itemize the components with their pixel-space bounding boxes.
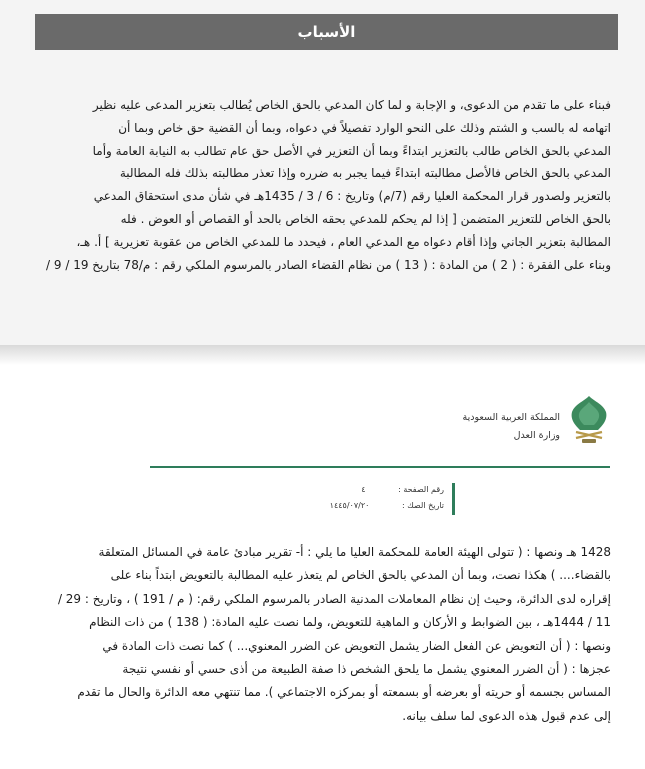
page-number-value: ٤	[361, 485, 366, 494]
paragraph-line: 11 / 1444هـ ، بين الضوابط و الأركان و الماهية للتعويض، ولما نصت عليه المادة: ( 138 ) من ذات النظام	[89, 615, 611, 630]
paragraph-line: ونصها : ( أن التعويض عن الفعل الضار يشمل التعويض عن الضرر المعنوي... ) كما نصت ذات المادة في	[102, 638, 611, 653]
paragraph-line: المدعي بالحق الخاص طالب بالتعزير ابتداءً وبما أن التعزير في الأصل حق عام تطالب به النيابة العامة وأما	[92, 143, 611, 158]
paragraph-line: إلى عدم قبول هذه الدعوى لما سلف بيانه.	[402, 708, 611, 723]
paragraph-line: بالحق الخاص للتعزير المتضمن [ إذا لم يحكم للمدعي بحقه الخاص بالحد أو القصاص أو العوض . فله	[120, 211, 611, 226]
reasons-page-section	[0, 0, 645, 345]
ministry-name: وزارة العدل	[513, 430, 560, 441]
reasons-heading: الأسباب	[35, 14, 618, 50]
paragraph-line: المدعي بالحق الخاص فالأصل مطالبته ابتداءً فيما يجبر به ضرره وإذا تعذر مطالبته بذلك فله المطالبة	[119, 166, 611, 181]
paragraph-line: عجزها : ( أن الضرر المعنوي يشمل ما يلحق الشخص ذا صفة الطبيعة من أذى حسي أو نفسي نتيجة	[122, 661, 611, 676]
paragraph-line: بالقضاء.... ) هكذا نصت، وبما أن المدعي بالحق الخاص لم يتعذر عليه المطالبة بالتعويض ابتداً بناء على	[110, 568, 611, 583]
paragraph-line: فبناء على ما تقدم من الدعوى، و الإجابة و لما كان المدعي بالحق الخاص يُطالب بتعزير المدعى عليه نظير	[92, 98, 611, 112]
page-separator	[0, 345, 645, 365]
paragraph-line: اتهامه له بالسب و الشتم وذلك على النحو الوارد تفصيلاً في دعواه، وبما أن القضية حق خاص وبما أن	[118, 120, 611, 135]
saudi-emblem-icon	[568, 392, 610, 446]
letterhead	[400, 392, 610, 452]
deed-date-row	[330, 501, 444, 510]
document-meta	[290, 483, 455, 515]
paragraph-line: وبناء على الفقرة : ( 2 ) من المادة : ( 13 ) من نظام القضاء الصادر بالمرسوم الملكي رقم : م/78 بتاريخ 19 / 9 /	[46, 257, 611, 272]
reasons-paragraph	[33, 94, 611, 276]
paragraph-line: 1428 هـ ونصها : ( تتولى الهيئة العامة للمحكمة العليا ما يلي : أ- تقرير مبادئ عامة في المسائل المتعلقة	[98, 545, 611, 559]
country-name: المملكة العربية السعودية	[462, 412, 560, 423]
continuation-paragraph	[33, 541, 611, 728]
paragraph-line: المطالبة بتعزير الجاني وإذا أقام دعواه مع المدعي العام ، فيحدد ما للمدعي الخاص من عقوبة تعزيرية ] أ. هـ،	[76, 234, 611, 249]
paragraph-line: بالتعزير ولصدور قرار المحكمة العليا رقم (7/م) وتاريخ : 6 / 3 / 1435هـ في شأن مدى استحقاق المدعي	[93, 189, 611, 204]
page-number-row	[361, 485, 444, 494]
deed-date-label: تاريخ الصك :	[401, 501, 444, 510]
page-number-label: رقم الصفحة :	[398, 485, 444, 494]
paragraph-line: المساس بجسمه أو حريته أو بعرضه أو بسمعته أو بمركزه الاجتماعي ). مما تنتهي معه الدائرة والحال ما تقدم	[77, 685, 611, 700]
header-divider	[150, 466, 610, 468]
deed-date-value: ١٤٤٥/٠٧/٢٠	[329, 501, 370, 510]
paragraph-line: إقراره لدى الدائرة، وحيث إن نظام المعاملات المدنية الصادر بالمرسوم الملكي رقم: ( م / 191 ) ، وتاريخ : 29 /	[57, 591, 611, 606]
